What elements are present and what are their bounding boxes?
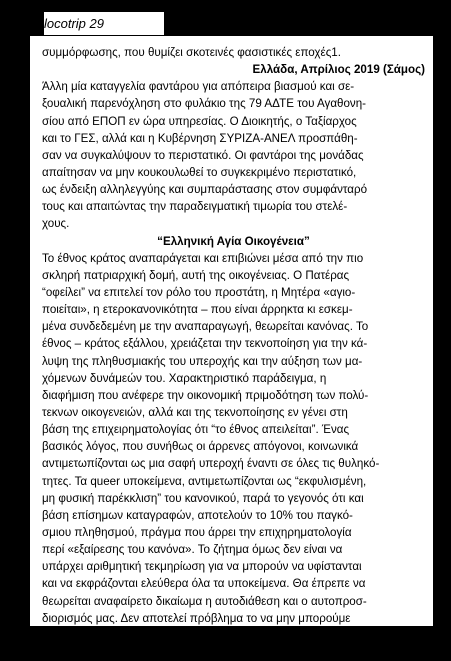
text-line: τους και απαιτώντας την παραδειγματική τιμωρία του στελέ-	[42, 200, 348, 214]
text-line: σκληρή πατριαρχική δομή, αυτή της οικογένειας. Ο Πατέρας	[42, 268, 350, 282]
text-line: να κατηγοριοποιηθούμε. Πρόβλημα είναι η εμμονή για κατηγο-	[42, 628, 361, 642]
text-line: απαίτησαν να μην κουκουλωθεί το συγκεκριμένο περιστατικό,	[42, 165, 357, 179]
text-line: λυψη της πληθυσμιακής του υπεροχής και την αύξηση των μα-	[42, 354, 363, 368]
text-line: σμιου πληθησμού, πράγμα που άρρει την επιχηρηματολογία	[42, 525, 352, 539]
text-line: ως ένδειξη αλληλεγγύης και συμπαράστασης στον συμφάνταρό	[42, 183, 368, 197]
text-line: και το ΓΕΣ, αλλά και η Κυβέρνηση ΣΥΡΙΖΑ-ΑΝΕΛ προσπάθη-	[42, 131, 358, 145]
text-line: διορισμός μας. Δεν αποτελεί πρόβλημα το να μην μπορούμε	[42, 611, 351, 625]
text-line: περί «εξαίρεσης του κανόνα». Το ζήτημα όμως δεν είναι να	[42, 543, 343, 557]
text-line: “οφείλει” να επιτελεί τον ρόλο του προστάτη, η Μητέρα «αγιο-	[42, 285, 356, 299]
body-text	[42, 44, 425, 661]
text-line: βασικός λόγος, που συνήθως οι άρρενες απόγονοι, κοινωνικά	[42, 440, 359, 454]
section-heading: “Ελληνική Αγία Οικογένεια”	[157, 234, 310, 248]
text-line: χους.	[42, 217, 70, 231]
text-line: μη φυσική παρέκκλιση” του κανονικού, παρά το γεγονός ότι και	[42, 491, 364, 505]
text-line: σαν να συγκαλύψουν το περιστατικό. Οι φαντάροι της μονάδας	[42, 148, 364, 162]
text-line: βάση επίσημων καταγραφών, αποτελούν το 10% του παγκό-	[42, 508, 353, 522]
page-header-title: locotrip 29	[44, 16, 104, 31]
text-line: διαφήμιση που ανέφερε την οικονομική πριμοδότηση των πολύ-	[42, 388, 369, 402]
text-line: έθνος – κράτος εξάλλου, χρειάζεται την τεκνοποίηση για την κά-	[42, 337, 368, 351]
text-line: σίου από ΕΠΟΠ εν ώρα υπηρεσίας. Ο Διοικητής, ο Ταξίαρχος	[42, 114, 357, 128]
text-line: μένα συνδεδεμένη με την αναπαραγωγή, θεωρείται κανόνας. Το	[42, 320, 369, 334]
text-line: Το έθνος κράτος αναπαράγεται και επιβιώνει μέσα από την πιο	[42, 251, 364, 265]
text-line: τητες. Τα queer υποκείμενα, αντιμετωπίζονται ως “εκφυλισμένη,	[42, 474, 367, 488]
text-line: ξουαλική παρενόχληση στο φυλάκιο της 79 ΑΔΤΕ του Αγαθονη-	[42, 97, 367, 111]
text-line: υπάρχει αριθμητική τεκμηρίωση για να μπορούν να υφίστανται	[42, 560, 362, 574]
text-line: Άλλη μία καταγγελία φαντάρου για απόπειρα βιασμού και σε-	[42, 80, 355, 94]
text-line: συμμόρφωσης, που θυμίζει σκοτεινές φασιστικές εποχές1.	[42, 46, 341, 59]
text-line: ποιείται», η ετεροκανονικότητα – που είναι άρρηκτα κι εσκεμ-	[42, 303, 353, 317]
text-line: και να εκφράζονται ελεύθερα όλα τα υποκείμενα. Θα έπρεπε να	[42, 577, 366, 591]
text-line: αντιμετωπίζονται ως μια σαφή υπεροχή έναντι σε όλες τις θυληκό-	[42, 457, 380, 471]
text-line: χόμενων δυνάμεών του. Χαρακτηριστικό παράδειγμα, η	[42, 371, 327, 385]
text-line: τεκνων οικογενειών, αλλά και της τεκνοποίησης εν γένει στη	[42, 405, 348, 419]
text-line: θεωρείται αναφαίρετο δικαίωμα η αυτοδιάθεση και ο αυτοπροσ-	[42, 594, 367, 608]
page-header	[44, 12, 164, 35]
section-dateline: Ελλάδα, Απρίλιος 2019 (Σάμος)	[252, 63, 425, 77]
text-line: βάση της επιχειρηματολογίας ότι “το έθνος απειλείται”. Ένας	[42, 423, 350, 437]
text-line: ριοποίηση από άλλους για όλους. Το έθνος κράτος,	[42, 645, 304, 659]
document-page	[30, 36, 433, 659]
